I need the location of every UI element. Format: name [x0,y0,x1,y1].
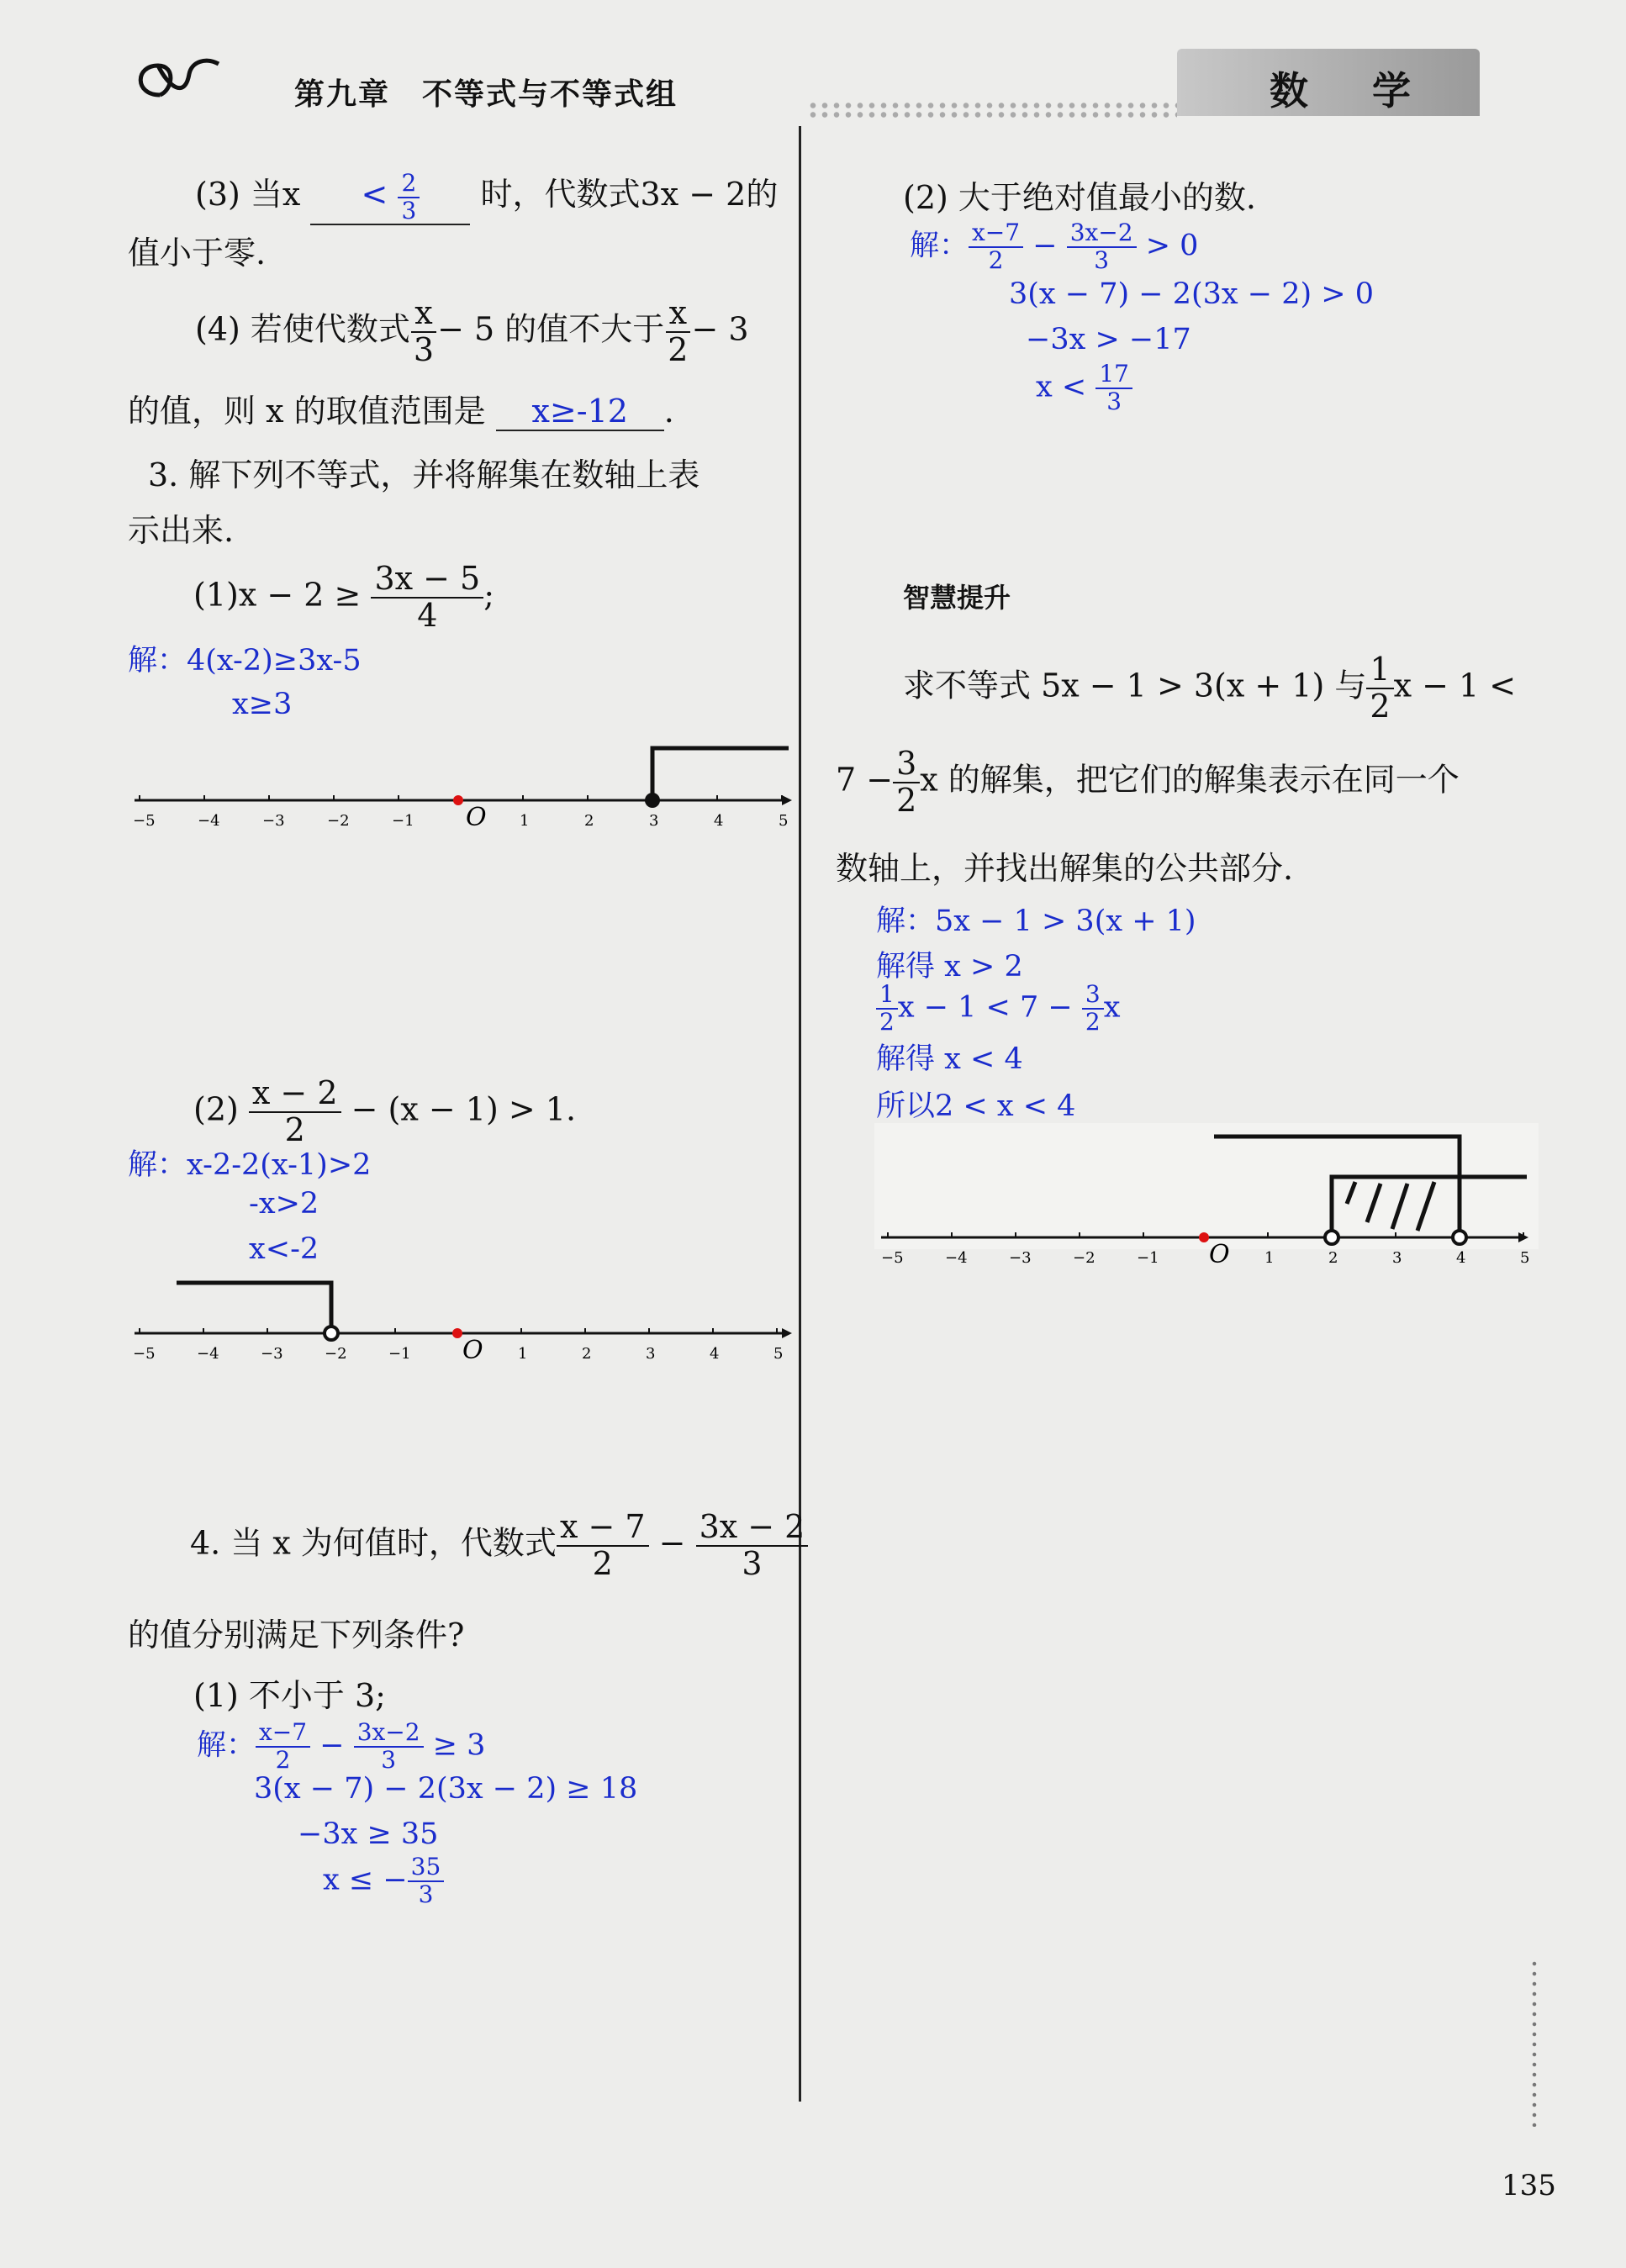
nl1-origin-dot [453,795,463,805]
q3-2-problem [193,1076,576,1148]
q4-2-sol-line4-num: 17 [1095,361,1132,389]
q3-3-answer-sign: < [361,176,388,213]
nl2-solution-bracket [177,1283,331,1333]
q3-3-answer [361,168,420,224]
margin-dot-column [1532,1959,1537,2127]
nl1-solution-bracket [652,748,789,800]
nl1-tick-m1: −1 [392,812,414,830]
q3-4-line1 [195,296,749,368]
q3-4-answer: x≥-12 [531,393,628,430]
q3-1-solution-line1: 解：4(x-2)≥3x-5 [128,644,362,678]
number-line-q3-1 [126,731,799,832]
nl2-tick-m2: −2 [325,1345,347,1363]
zhihui-line1 [903,652,1516,725]
q4-2-sol-tail: > 0 [1145,229,1199,263]
q4-1-sol-tail: ≥ 3 [432,1728,486,1763]
q3-1-frac-num: 3x − 5 [371,562,483,599]
q4-2-sol-frac1-num: x−7 [969,220,1023,248]
chapter-title: 第九章 不等式与不等式组 [294,77,678,112]
zhihui-line2 [836,746,1460,819]
nl2-tick-m3: −3 [261,1345,283,1363]
nl2-open-point-m2 [325,1327,338,1340]
nl1-tick-1: 1 [520,812,530,830]
zhihui-line1-den: 2 [1370,687,1391,725]
nl1-tick-m5: −5 [133,812,156,830]
q3-line1: 3. 解下列不等式，并将解集在数轴上表 [148,456,700,493]
nl3-open-point-2 [1325,1231,1338,1244]
q3-2-solution-line2: -x>2 [249,1187,319,1221]
q4-1-sol-line4-den: 3 [418,1880,434,1908]
nl1-tick-5: 5 [779,812,789,830]
nl1-origin-label: O [466,803,487,832]
zhihui-line2-suffix: x 的解集，把它们的解集表示在同一个 [920,761,1460,799]
nl2-tick-2: 2 [582,1345,592,1363]
zhihui-solution-line4: 解得 x < 4 [876,1042,1023,1076]
header-dot-pattern [807,101,1177,119]
nl1-tick-4: 4 [714,812,724,830]
q3-1-suffix: ; [483,576,495,614]
q3-4-line2-text: 的值，则 x 的取值范围是 [128,393,486,430]
q4-2-sol-prefix: 解： [910,229,969,263]
q3-1-solution-line2: x≥3 [232,688,293,721]
zhihui-solution-line3 [876,982,1120,1036]
nl1-tick-m3: −3 [262,812,285,830]
nl2-origin-label: O [462,1336,483,1365]
nl3-tick-2: 2 [1328,1249,1338,1267]
q3-3-line2: 值小于零. [128,235,267,272]
q3-line2: 示出来. [128,512,235,549]
section-title-zhihui: 智慧提升 [903,582,1011,614]
chapter-logo-icon [126,49,227,119]
page-number: 135 [1502,2169,1556,2202]
q4-1-sol-line4-prefix: x ≤ − [323,1863,408,1897]
q4-2-sol-frac2-num: 3x−2 [1067,220,1137,248]
q4-1-solution-line2: 3(x − 7) − 2(3x − 2) ≥ 18 [254,1772,638,1806]
q4-2-sol-line4-den: 3 [1106,387,1122,415]
nl1-closed-point-3 [645,793,660,808]
q4-2-sol-line4-prefix: x < [1036,370,1087,404]
q3-1-frac-den: 4 [417,596,438,634]
nl1-tick-3: 3 [649,812,659,830]
q3-3-suffix: 时，代数式3x − 2的 [480,176,779,213]
zhihui-sol3-den2: 2 [1085,1007,1101,1036]
q4-minus: − [658,1524,686,1562]
q4-1-sol-op: − [319,1728,345,1763]
q4-line2: 的值分别满足下列条件? [128,1617,465,1654]
q4-2-sol-frac1-den: 2 [988,245,1004,274]
q4-1-sol-prefix: 解： [197,1728,256,1763]
nl3-tick-m1: −1 [1137,1249,1159,1267]
q3-3-prefix: (3) 当x [195,176,301,213]
q3-4-frac1-num: x [411,296,436,333]
zhihui-sol3-mid: x − 1 < 7 − [897,990,1073,1025]
q3-1-problem [193,562,494,634]
nl1-tick-m4: −4 [198,812,220,830]
nl2-tick-5: 5 [773,1345,784,1363]
q4-2-solution-line3: −3x > −17 [1026,323,1191,356]
q3-2-solution-line3: x<-2 [249,1232,319,1266]
q3-4-frac2-den: 2 [668,330,689,368]
nl3-tick-1: 1 [1264,1249,1275,1267]
nl2-tick-m4: −4 [197,1345,219,1363]
nl2-tick-3: 3 [646,1345,656,1363]
nl3-tick-5: 5 [1520,1249,1530,1267]
nl2-tick-4: 4 [710,1345,720,1363]
q4-1-solution-line1 [197,1720,485,1774]
nl3-origin-label: O [1209,1240,1230,1269]
zhihui-line1-num: 1 [1366,652,1393,689]
q3-4-prefix: (4) 若使代数式 [195,310,410,348]
q4-prefix: 4. 当 x 为何值时，代数式 [190,1524,557,1562]
number-line-q3-2 [126,1269,799,1370]
q3-4-middle: − 5 的值不大于 [437,310,665,348]
zhihui-line2-num: 3 [893,746,920,783]
q4-1-sol-frac1-num: x−7 [256,1720,310,1748]
nl3-tick-m2: −2 [1073,1249,1095,1267]
q3-4-frac2-num: x [666,296,690,333]
q4-1-sol-frac2-den: 3 [381,1745,397,1774]
subject-label: 数 学 [1270,68,1437,113]
nl3-tick-m3: −3 [1009,1249,1032,1267]
q3-2-prefix: (2) [193,1090,239,1128]
zhihui-sol3-num2: 3 [1082,982,1104,1010]
q3-3-answer-blank [310,168,470,226]
q3-1-prefix: (1)x − 2 ≥ [193,576,362,614]
q3-2-suffix: − (x − 1) > 1. [351,1090,577,1128]
nl3-origin-dot [1199,1232,1209,1242]
number-line-zhihui [874,1123,1547,1274]
q4-2-sol-frac2-den: 3 [1094,245,1110,274]
zhihui-line2-prefix: 7 − [836,761,894,799]
q4-line1 [190,1510,808,1582]
q4-2-solution-line1 [910,220,1198,274]
q3-3-line1 [195,168,778,225]
q3-4-end: . [663,393,674,430]
q4-frac1-den: 2 [592,1544,613,1582]
nl3-open-point-4 [1453,1231,1466,1244]
zhihui-solution-line5: 所以2 < x < 4 [876,1089,1076,1123]
zhihui-sol3-num1: 1 [876,982,898,1010]
q4-frac1-num: x − 7 [557,1510,649,1547]
q4-1-label: (1) 不小于 3; [193,1677,386,1714]
nl3-tick-3: 3 [1392,1249,1402,1267]
nl2-tick-m1: −1 [388,1345,411,1363]
q4-1-solution-line3: −3x ≥ 35 [298,1817,439,1851]
nl3-tick-m4: −4 [945,1249,968,1267]
q4-2-label: (2) 大于绝对值最小的数. [903,179,1256,216]
zhihui-line3: 数轴上，并找出解集的公共部分. [836,850,1294,887]
nl1-tick-m2: −2 [327,812,350,830]
q4-1-sol-frac1-den: 2 [275,1745,291,1774]
zhihui-sol3-den1: 2 [879,1007,895,1036]
q3-3-answer-num: 2 [398,171,420,198]
q3-2-frac-den: 2 [284,1110,305,1148]
nl2-tick-1: 1 [518,1345,528,1363]
zhihui-sol3-suffix: x [1103,990,1121,1025]
q4-frac2-den: 3 [742,1544,763,1582]
q3-4-line2 [128,385,674,431]
nl3-tick-4: 4 [1456,1249,1466,1267]
nl3-tick-m5: −5 [881,1249,904,1267]
q3-2-solution-line1: 解：x-2-2(x-1)>2 [128,1148,372,1182]
q4-frac2-num: 3x − 2 [696,1510,809,1547]
q3-2-frac-num: x − 2 [249,1076,341,1113]
zhihui-line2-den: 2 [896,781,917,819]
zhihui-line1-suffix: x − 1 < [1393,667,1517,704]
q4-2-solution-line2: 3(x − 7) − 2(3x − 2) > 0 [1009,277,1375,311]
nl2-origin-dot [452,1328,462,1338]
q4-1-solution-line4 [323,1854,444,1908]
q3-4-suffix: − 3 [691,310,749,348]
zhihui-solution-line2: 解得 x > 2 [876,950,1023,984]
q4-1-sol-line4-num: 35 [408,1854,445,1882]
q3-3-answer-den: 3 [401,196,417,224]
nl2-tick-m5: −5 [133,1345,156,1363]
q3-4-frac1-den: 3 [413,330,435,368]
q4-1-sol-frac2-num: 3x−2 [354,1720,424,1748]
q4-2-sol-op: − [1032,229,1058,263]
q4-2-solution-line4 [1036,361,1132,415]
zhihui-solution-line1: 解：5x − 1 > 3(x + 1) [876,905,1196,938]
zhihui-line1-prefix: 求不等式 5x − 1 > 3(x + 1) 与 [903,667,1367,704]
nl1-tick-2: 2 [584,812,594,830]
column-divider [799,126,801,2102]
